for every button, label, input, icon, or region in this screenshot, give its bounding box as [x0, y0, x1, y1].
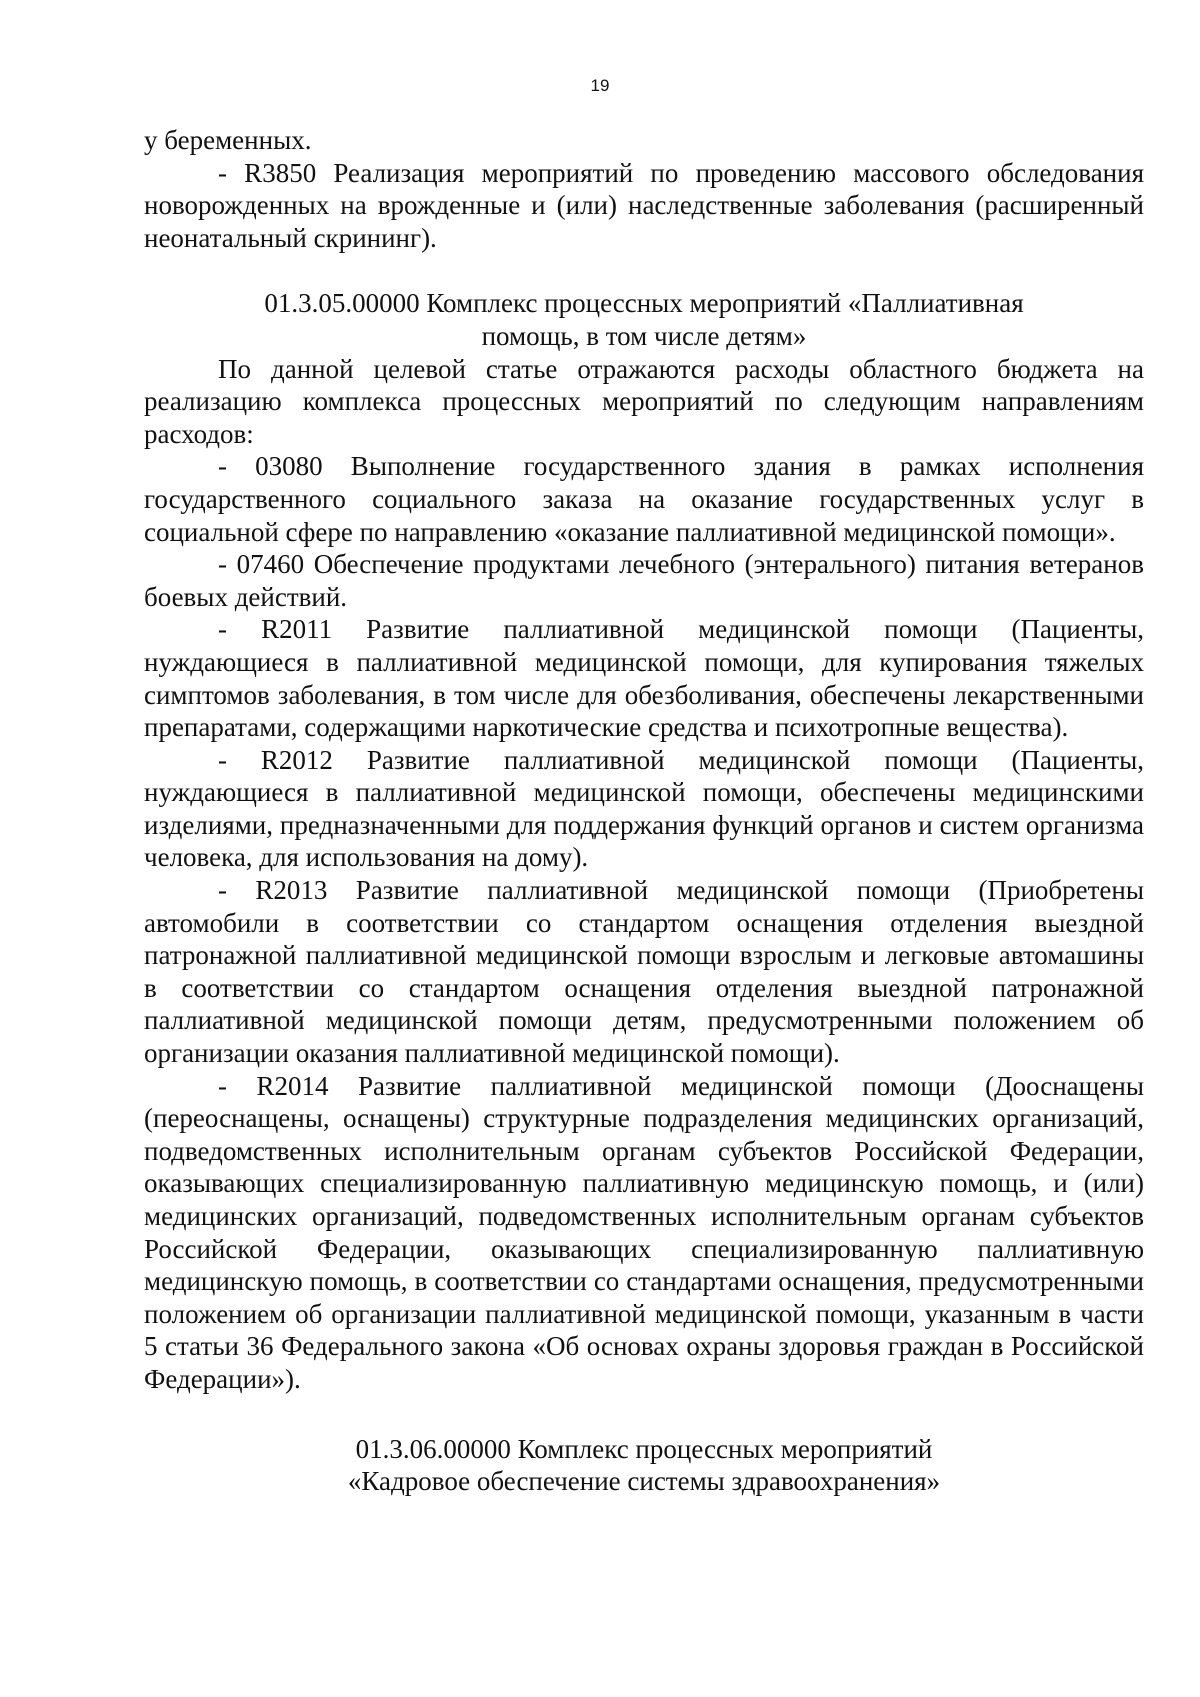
section-heading-line: 01.3.06.00000 Комплекс процессных мероприятий	[355, 1433, 933, 1464]
paragraph-continuation: у беременных.	[144, 125, 312, 155]
page-number: 19	[590, 76, 610, 95]
document-body	[144, 124, 1144, 1498]
section-intro-paragraph: По данной целевой статье отражаются расходы областного бюджета на реализацию комплекса процессных мероприятий по следующим направлениям расходов:	[144, 353, 1144, 449]
section-heading-staffing	[144, 1433, 1144, 1498]
list-item-r2012: - R2012 Развитие паллиативной медицинской помощи (Пациенты, нуждающиеся в паллиативной медицинской помощи, обеспечены медицинскими изделиями, предназначенными для поддержания функций органов и систем организма человека, для использования на дому).	[144, 744, 1144, 873]
list-item-r3850: - R3850 Реализация мероприятий по проведению массового обследования новорожденных на врожденные и (или) наследственные заболевания (расширенный неонатальный скрининг).	[144, 157, 1144, 253]
list-item-r2011: - R2011 Развитие паллиативной медицинской помощи (Пациенты, нуждающиеся в паллиативной медицинской помощи, для купирования тяжелых симптомов заболевания, в том числе для обезболивания, обеспечены лекарственными препаратами, содержащими наркотические средства и психотропные вещества).	[144, 614, 1144, 743]
section-heading-line: 01.3.05.00000 Комплекс процессных мероприятий «Паллиативная	[264, 288, 1024, 319]
section-heading-palliative	[144, 287, 1144, 352]
list-item-07460: - 07460 Обеспечение продуктами лечебного (энтерального) питания ветеранов боевых действий.	[144, 549, 1144, 612]
list-item-r2014: - R2014 Развитие паллиативной медицинской помощи (Дооснащены (переоснащены, оснащены) структурные подразделения медицинских организаций, подведомственных исполнительным органам субъектов Российской Федерации, оказывающих специализированную паллиативную медицинскую помощь, и (или) медицинских организаций, подведомственных исполнительным органам субъектов Российской Федерации, оказывающих специализированную паллиативную медицинскую помощь, в соответствии со стандартами оснащения, предусмотренными положением об организации паллиативной медицинской помощи, указанным в части 5 статьи 36 Федерального закона «Об основах охраны здоровья граждан в Российской Федерации»).	[144, 1070, 1144, 1394]
list-item-03080: - 03080 Выполнение государственного здания в рамках исполнения государственного социального заказа на оказание государственных услуг в социальной сфере по направлению «оказание паллиативной медицинской помощи».	[144, 451, 1144, 547]
list-item-r2013: - R2013 Развитие паллиативной медицинской помощи (Приобретены автомобили в соответствии со стандартом оснащения отделения выездной патронажной паллиативной медицинской помощи взрослым и легковые автомашины в соответствии со стандартом оснащения отделения выездной патронажной паллиативной медицинской помощи детям, предусмотренными положением об организации оказания паллиативной медицинской помощи).	[144, 875, 1144, 1069]
section-heading-line: «Кадровое обеспечение системы здравоохранения»	[347, 1466, 941, 1497]
section-heading-line: помощь, в том числе детям»	[481, 320, 807, 351]
